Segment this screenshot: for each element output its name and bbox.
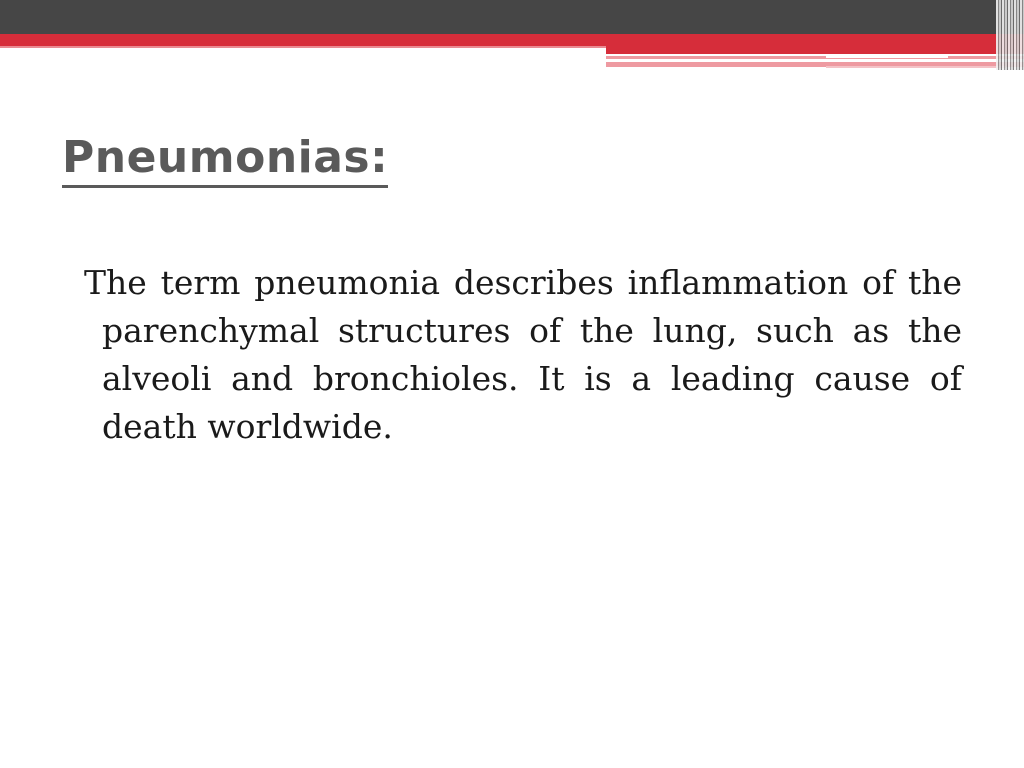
slide-title-text: Pneumonias: (62, 132, 388, 188)
slide-title (62, 128, 388, 188)
header-pink-rule (0, 46, 606, 48)
header-highlight-line (826, 56, 948, 58)
header-red-step (606, 46, 1024, 54)
header-red-band (0, 34, 1024, 46)
header-pink-line (606, 56, 1024, 59)
header-dark-band (0, 0, 1024, 34)
slide-body-text: The term pneumonia describes inflammation of the parenchymal structures of the lung, such as the alveoli and bronchioles. It is a leading cause of death worldwide. (84, 263, 962, 446)
header-thin-line (826, 66, 1006, 68)
header-stripes-decoration (996, 0, 1024, 70)
